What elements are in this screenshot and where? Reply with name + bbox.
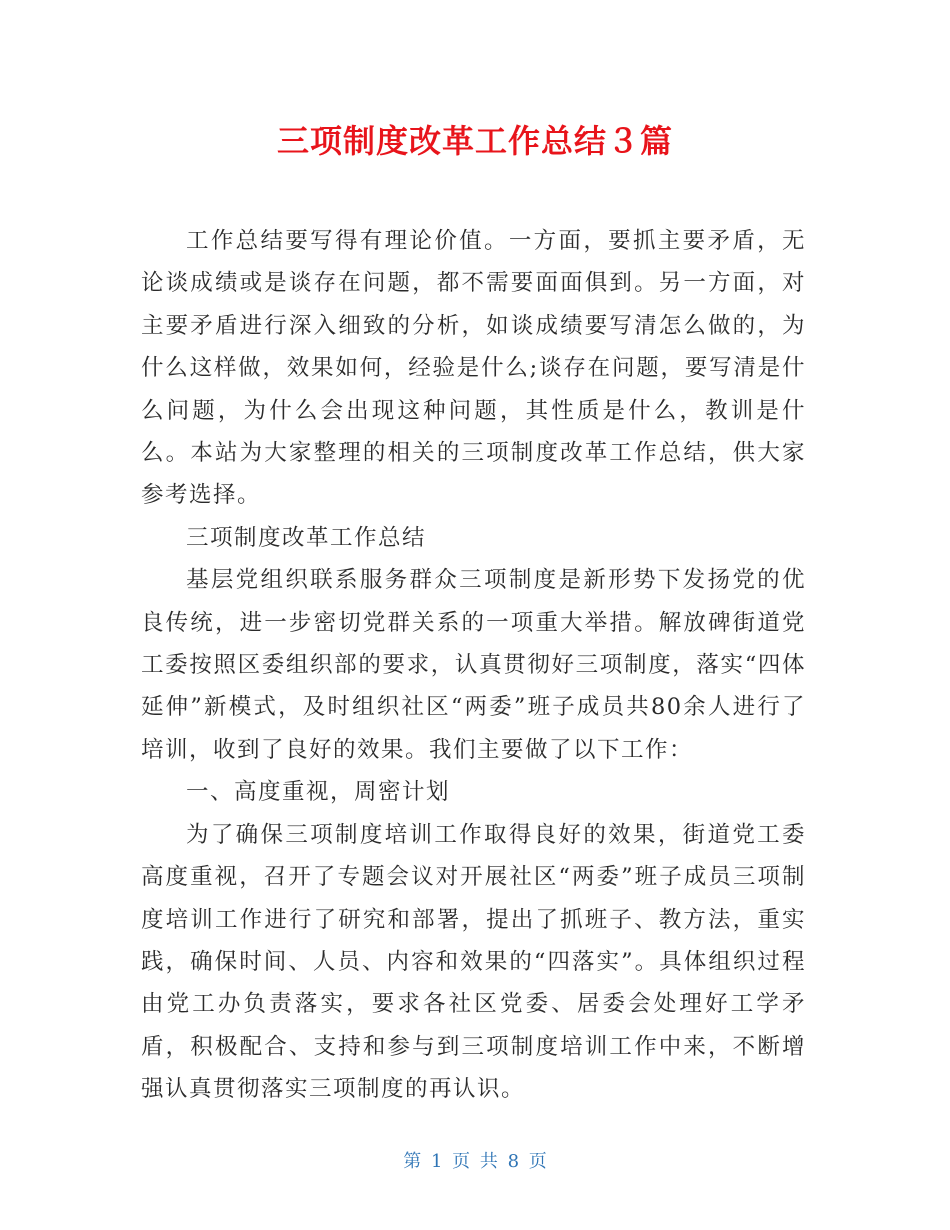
document-title: 三项制度改革工作总结３篇 xyxy=(276,122,673,160)
paragraph-subtitle: 三项制度改革工作总结 xyxy=(186,524,427,551)
paragraph-section-content: 为了确保三项制度培训工作取得良好的效果，街道党工委高度重视，召开了专题会议对开展社区“两委”班子成员三项制度培训工作进行了研究和部署，提出了抓班子、教方法，重实践，确保时间、人员、内容和效果的“四落实”。具体组织过程由党工办负责落实，要求各社区党委、居委会处理好工学矛盾，积极配合、支持和参与到三项制度培训工作中来，不断增强认真贯彻落实三项制度的再认识。 xyxy=(141,821,806,1103)
paragraph-intro: 工作总结要写得有理论价值。一方面，要抓主要矛盾，无论谈成绩或是谈存在问题，都不需要面面俱到。另一方面，对主要矛盾进行深入细致的分析，如谈成绩要写清怎么做的，为什么这样做，效果如何，经验是什么;谈存在问题，要写清是什么问题，为什么会出现这种问题，其性质是什么，教训是什么。本站为大家整理的相关的三项制度改革工作总结，供大家参考选择。 xyxy=(141,228,806,509)
page-number-footer: 第 1 页 共 8 页 xyxy=(403,1151,547,1172)
document-body xyxy=(141,220,806,1111)
paragraph-section-heading: 一、高度重视，周密计划 xyxy=(186,779,451,806)
paragraph-background: 基层党组织联系服务群众三项制度是新形势下发扬党的优良传统，进一步密切党群关系的一项重大举措。解放碑街道党工委按照区委组织部的要求，认真贯彻好三项制度，落实“四体延伸”新模式，及时组织社区“两委”班子成员共80余人进行了培训，收到了良好的效果。我们主要做了以下工作： xyxy=(141,567,806,763)
